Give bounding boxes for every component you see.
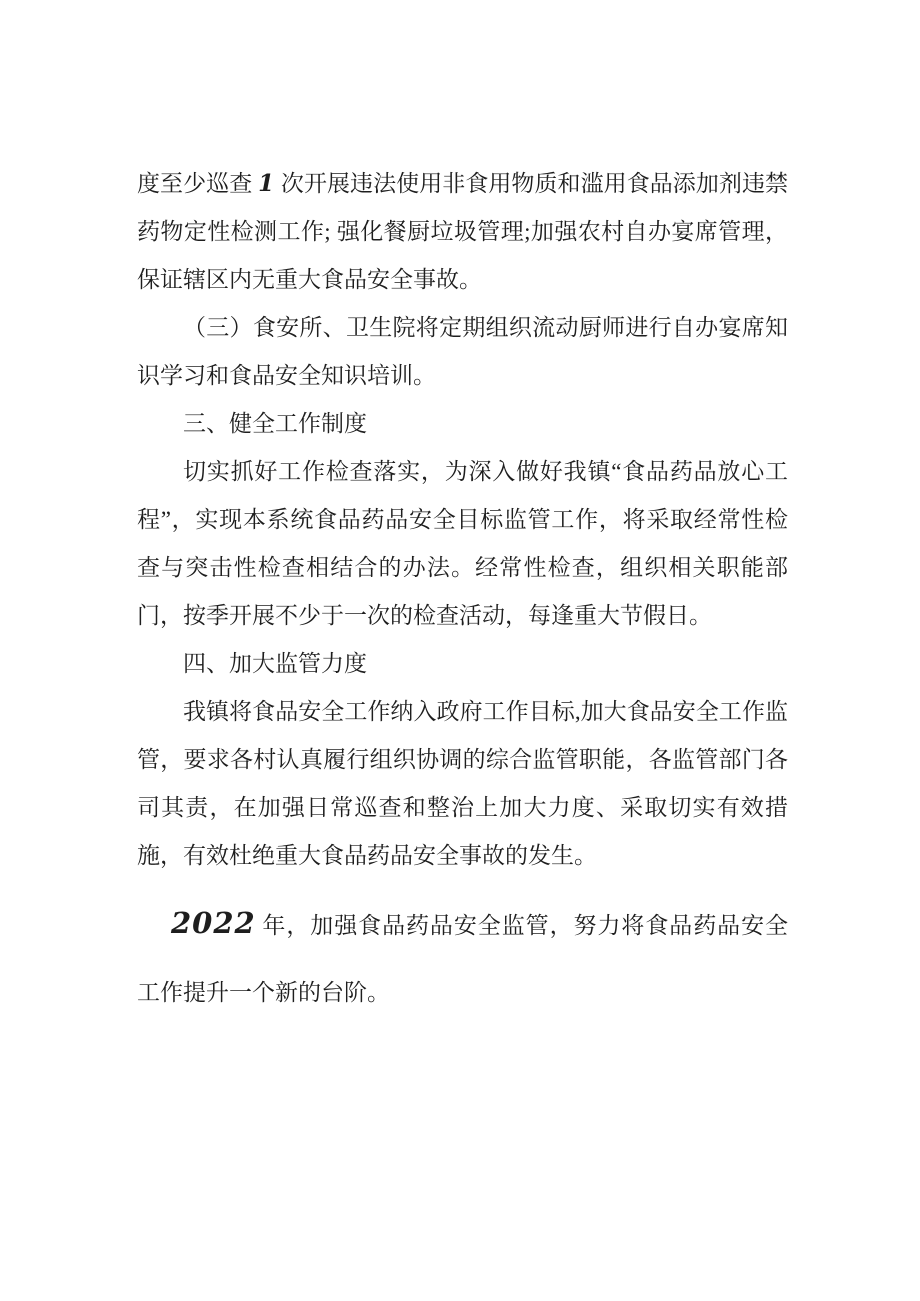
paragraph-text: 次开展违法使用非食用物质和滥用食品添加剂违禁药物定性检测工作; 强化餐厨垃圾管理;加强农村自办宴席管理，保证辖区内无重大食品安全事故。: [137, 171, 789, 292]
section-heading-four: 四、加大监管力度: [183, 651, 367, 676]
year-numeral: 2022: [171, 906, 256, 940]
paragraph-closing: [137, 890, 788, 1026]
document-body: [137, 160, 788, 1026]
paragraph-item-three: （三）食安所、卫生院将定期组织流动厨师进行自办宴席知识学习和食品安全知识培训。: [137, 315, 788, 388]
section-heading-three: 三、健全工作制度: [183, 411, 367, 436]
paragraph-supervision: 我镇将食品安全工作纳入政府工作目标,加大食品安全工作监管，要求各村认真履行组织协调的综合监管职能，各监管部门各司其责，在加强日常巡查和整治上加大力度、采取切实有效措施，有效杜绝重大食品药品安全事故的发生。: [137, 699, 788, 868]
paragraph-work-system: 切实抓好工作检查落实，为深入做好我镇“食品药品放心工程”，实现本系统食品药品安全目标监管工作，将采取经常性检查与突击性检查相结合的办法。经常性检查，组织相关职能部门，按季开展不少于一次的检查活动，每逢重大节假日。: [137, 459, 788, 628]
paragraph-continuation: [137, 160, 788, 304]
inline-numeral: 1: [258, 170, 276, 197]
paragraph-text: 年，加强食品药品安全监管，努力将食品药品安全工作提升一个新的台阶。: [137, 913, 788, 1005]
paragraph-text: 度至少巡查: [137, 171, 259, 196]
